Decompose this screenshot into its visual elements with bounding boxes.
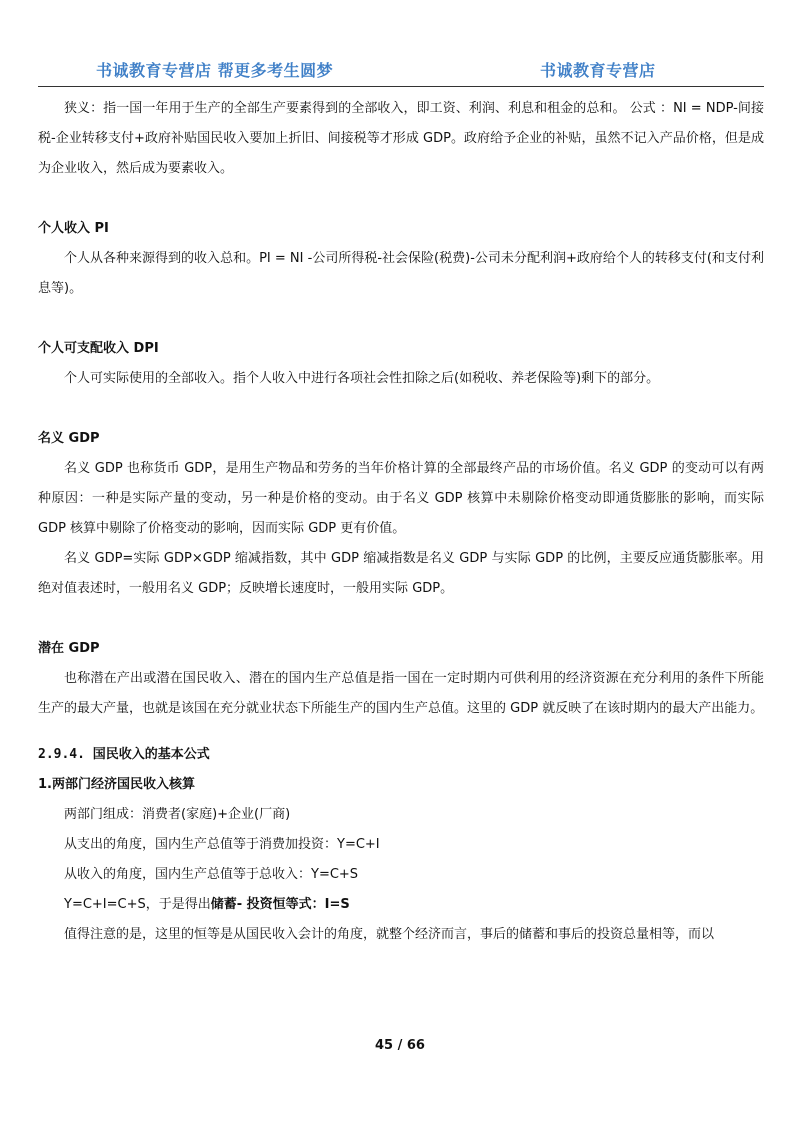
dpi-heading: 个人可支配收入 DPI [38, 341, 159, 356]
spacer [38, 724, 764, 740]
identity-prefix: Y=C+I=C+S，于是得出 [64, 897, 211, 912]
nominal-gdp-paragraph-1: 名义 GDP 也称货币 GDP，是用生产物品和劳务的当年价格计算的全部最终产品的市场价值。名义 GDP 的变动可以有两种原因：一种是实际产量的变动，另一种是价格的变动。由于名义 GDP 核算中未剔除价格变动即通货膨胀的影响，而实际 GDP 核算中剔除了价格变动的影响，因而实际 GDP 更有价值。 [38, 461, 764, 536]
pi-paragraph: 个人从各种来源得到的收入总和。PI = NI -公司所得税-社会保险(税费)-公司未分配利润+政府给个人的转移支付(和支付利息等)。 [38, 251, 764, 296]
spacer [38, 394, 764, 424]
spacer [38, 604, 764, 634]
two-sector-line-2: 从支出的角度，国内生产总值等于消费加投资：Y=C+I [64, 837, 380, 852]
two-sector-line-5: 值得注意的是，这里的恒等是从国民收入会计的角度，就整个经济而言，事后的储蓄和事后的投资总量相等，而以 [64, 927, 715, 942]
page-header [0, 0, 800, 94]
potential-gdp-paragraph: 也称潜在产出或潜在国民收入、潜在的国内生产总值是指一国在一定时期内可供利用的经济资源在充分利用的条件下所能生产的最大产量，也就是该国在充分就业状态下所能生产的国内生产总值。这里的 GDP 就反映了在该时期内的最大产出能力。 [38, 671, 764, 716]
header-divider [38, 86, 764, 87]
page-number: 45 / 66 [375, 1038, 425, 1053]
potential-gdp-heading: 潜在 GDP [38, 641, 100, 656]
two-sector-line-4 [38, 890, 764, 920]
page-body [38, 94, 764, 950]
dpi-paragraph: 个人可实际使用的全部收入。指个人收入中进行各项社会性扣除之后(如税收、养老保险等)剩下的部分。 [64, 371, 660, 386]
saving-investment-identity: 储蓄- 投资恒等式：I=S [210, 897, 350, 912]
two-sector-line-3: 从收入的角度，国内生产总值等于总收入：Y=C+S [64, 867, 359, 882]
section-subheading: 1.两部门经济国民收入核算 [38, 777, 195, 792]
pi-heading: 个人收入 PI [38, 221, 109, 236]
ni-paragraph: 狭义：指一国一年用于生产的全部生产要素得到的全部收入，即工资、利润、利息和租金的总和。 公式 ：NI = NDP-间接税-企业转移支付+政府补贴国民收入要加上折旧、间接税等才形成 GDP。政府给予企业的补贴，虽然不记入产品价格，但是成为企业收入，然后成为要素收入。 [38, 101, 764, 176]
nominal-gdp-heading: 名义 GDP [38, 431, 100, 446]
header-right-title: 书诚教育专营店 [540, 61, 656, 80]
nominal-gdp-paragraph-2: 名义 GDP=实际 GDP×GDP 缩减指数，其中 GDP 缩减指数是名义 GDP 与实际 GDP 的比例，主要反应通货膨胀率。用绝对值表述时，一般用名义 GDP；反映增长速度时，一般用实际 GDP。 [38, 551, 764, 596]
spacer [38, 184, 764, 214]
spacer [38, 304, 764, 334]
two-sector-line-1: 两部门组成：消费者(家庭)+企业(厂商) [64, 807, 291, 822]
section-heading: 2.9.4. 国民收入的基本公式 [38, 747, 210, 762]
header-left-title: 书诚教育专营店 帮更多考生圆梦 [96, 61, 334, 80]
